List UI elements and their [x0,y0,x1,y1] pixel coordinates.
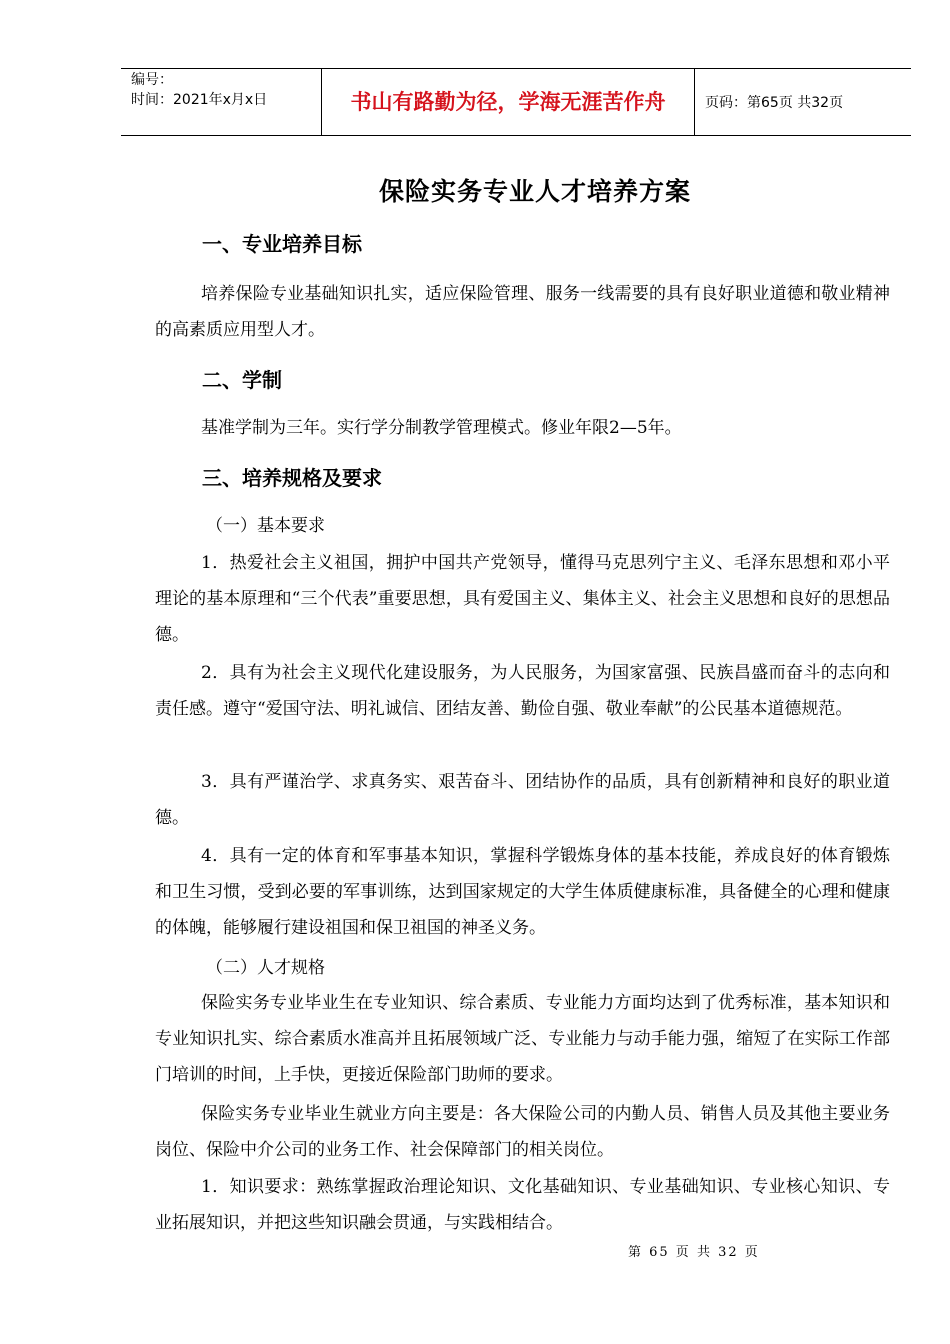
time-label: 时间：2021年x月x日 [131,92,268,108]
section-3-heading: 三、培养规格及要求 [202,466,382,490]
section-1-paragraph: 培养保险专业基础知识扎实，适应保险管理、服务一线需要的具有良好职业道德和敬业精神的高素质应用型人才。 [155,284,890,340]
header-motto-cell [321,69,695,135]
page-header [121,68,911,136]
header-meta-cell [121,69,321,135]
section-2-paragraph: 基准学制为三年。实行学分制教学管理模式。修业年限2—5年。 [201,418,682,438]
talent-spec-paragraph-2: 保险实务专业毕业生就业方向主要是：各大保险公司的内勤人员、销售人员及其他主要业务岗位、保险中介公司的业务工作、社会保障部门的相关岗位。 [155,1104,890,1160]
requirement-item-4: 4．具有一定的体育和军事基本知识，掌握科学锻炼身体的基本技能，养成良好的体育锻炼和卫生习惯，受到必要的军事训练，达到国家规定的大学生体质健康标准，具备健全的心理和健康的体魄，能够履行建设祖国和保卫祖国的神圣义务。 [155,846,890,938]
subsection-talent-spec: （二）人才规格 [206,958,325,978]
section-2-heading: 二、学制 [202,368,282,392]
motto-text: 书山有路勤为径，学海无涯苦作舟 [350,89,666,114]
number-label: 编号： [131,72,173,88]
document-title: 保险实务专业人才培养方案 [378,177,691,206]
requirement-item-3: 3．具有严谨治学、求真务实、艰苦奋斗、团结协作的品质，具有创新精神和良好的职业道德。 [155,772,890,828]
subsection-basic-requirements: （一）基本要求 [206,516,325,536]
header-page-info: 页码：第65页 共32页 [705,95,844,111]
section-1-heading: 一、专业培养目标 [202,232,362,256]
requirement-item-2: 2．具有为社会主义现代化建设服务，为人民服务，为国家富强、民族昌盛而奋斗的志向和责任感。遵守“爱国守法、明礼诚信、团结友善、勤俭自强、敬业奉献”的公民基本道德规范。 [155,663,890,719]
talent-spec-paragraph-1: 保险实务专业毕业生在专业知识、综合素质、专业能力方面均达到了优秀标准，基本知识和专业知识扎实、综合素质水准高并且拓展领域广泛、专业能力与动手能力强，缩短了在实际工作部门培训的时间，上手快，更接近保险部门助师的要求。 [155,993,890,1085]
requirement-item-1: 1．热爱社会主义祖国，拥护中国共产党领导，懂得马克思列宁主义、毛泽东思想和邓小平理论的基本原理和“三个代表”重要思想，具有爱国主义、集体主义、社会主义思想和良好的思想品德。 [155,553,890,645]
page-footer: 第 65 页 共 32 页 [628,1245,760,1260]
knowledge-requirement-paragraph: 1．知识要求：熟练掌握政治理论知识、文化基础知识、专业基础知识、专业核心知识、专业拓展知识，并把这些知识融会贯通，与实践相结合。 [155,1177,890,1233]
header-page-cell [695,69,911,135]
